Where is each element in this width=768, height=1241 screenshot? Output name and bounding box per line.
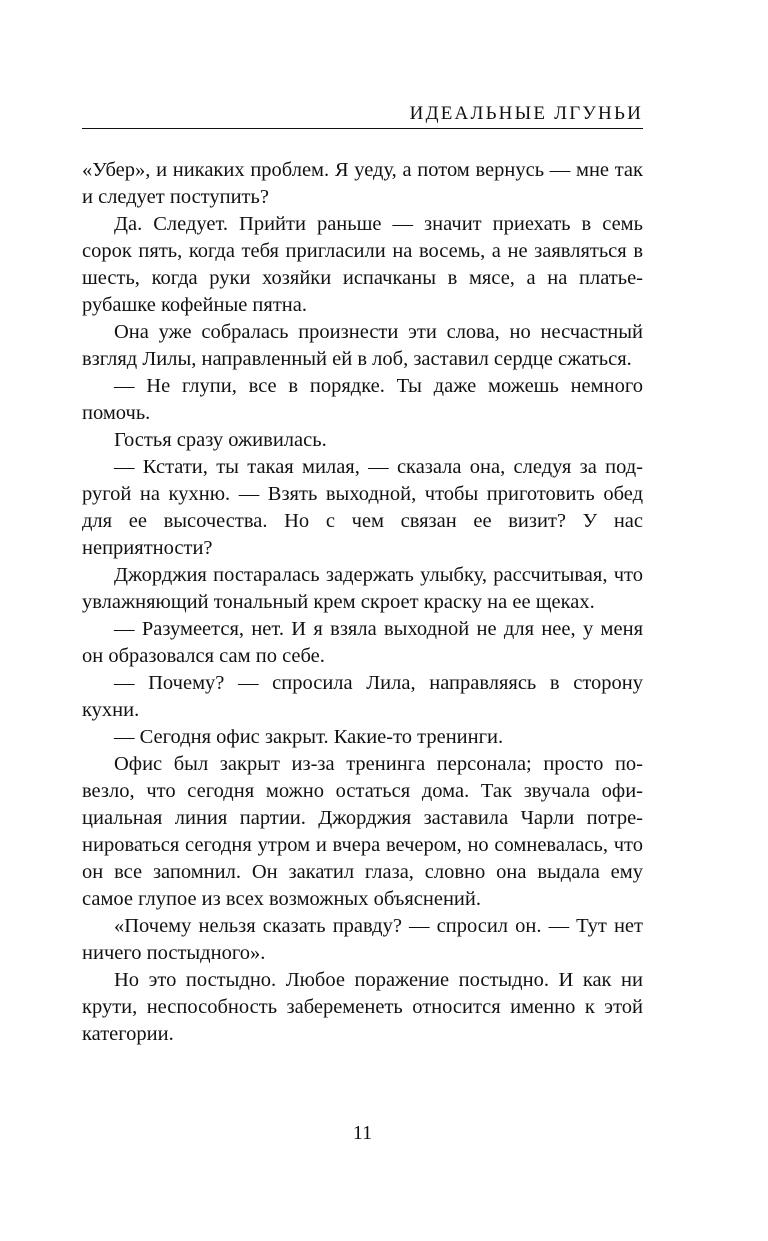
page-number: 11 xyxy=(352,1122,373,1144)
paragraph: «Убер», и никаких проблем. Я уеду, а потом вернусь — мне так и следует поступить? xyxy=(82,159,643,208)
running-head: ИДЕАЛЬНЫЕ ЛГУНЬИ xyxy=(409,103,643,124)
paragraph: Но это постыдно. Любое поражение постыдно. И как ни крути, неспособность забеременеть относится именно к этой категории. xyxy=(82,969,643,1045)
paragraph: — Сегодня офис закрыт. Какие-то тренинги. xyxy=(114,726,504,748)
body-text xyxy=(82,157,643,1048)
header-rule xyxy=(82,128,643,129)
paragraph: Гостья сразу оживилась. xyxy=(114,429,327,451)
paragraph: «Почему нельзя сказать правду? — спросил он. — Тут нет ничего постыдного». xyxy=(82,915,643,964)
paragraph: — Почему? — спросила Лила, направляясь в сторону кухни. xyxy=(82,672,643,721)
paragraph: Офис был закрыт из-за тренинга персонала; просто повезло, что сегодня можно остаться дома. Так звучала официальная линия партии. Джорджия заставила Чарли потренироваться сегодня утром и вчера вечером, но сомневалась, что он все запомнил. Он закатил глаза, словно она выдала ему самое глупое из всех возможных объяснений. xyxy=(82,753,643,910)
paragraph: Она уже собралась произнести эти слова, но несчастный взгляд Лилы, направленный ей в лоб, заставил сердце сжаться. xyxy=(82,321,643,370)
paragraph: — Не глупи, все в порядке. Ты даже можешь немного помочь. xyxy=(82,375,643,424)
paragraph: — Разумеется, нет. И я взяла выходной не для нее, у меня он образовался сам по себе. xyxy=(82,618,643,667)
paragraph: Да. Следует. Прийти раньше — значит приехать в семь сорок пять, когда тебя пригласили на восемь, а не заявляться в шесть, когда руки хозяйки испачканы в мясе, а на платье-рубашке кофейные пятна. xyxy=(82,213,643,316)
paragraph: Джорджия постаралась задержать улыбку, рассчитывая, что увлажняющий тональный крем скроет краску на ее щеках. xyxy=(82,564,643,613)
paragraph: — Кстати, ты такая милая, — сказала она, следуя за подругой на кухню. — Взять выходной, чтобы приготовить обед для ее высочества. Но с чем связан ее визит? У нас неприятности? xyxy=(82,456,643,559)
